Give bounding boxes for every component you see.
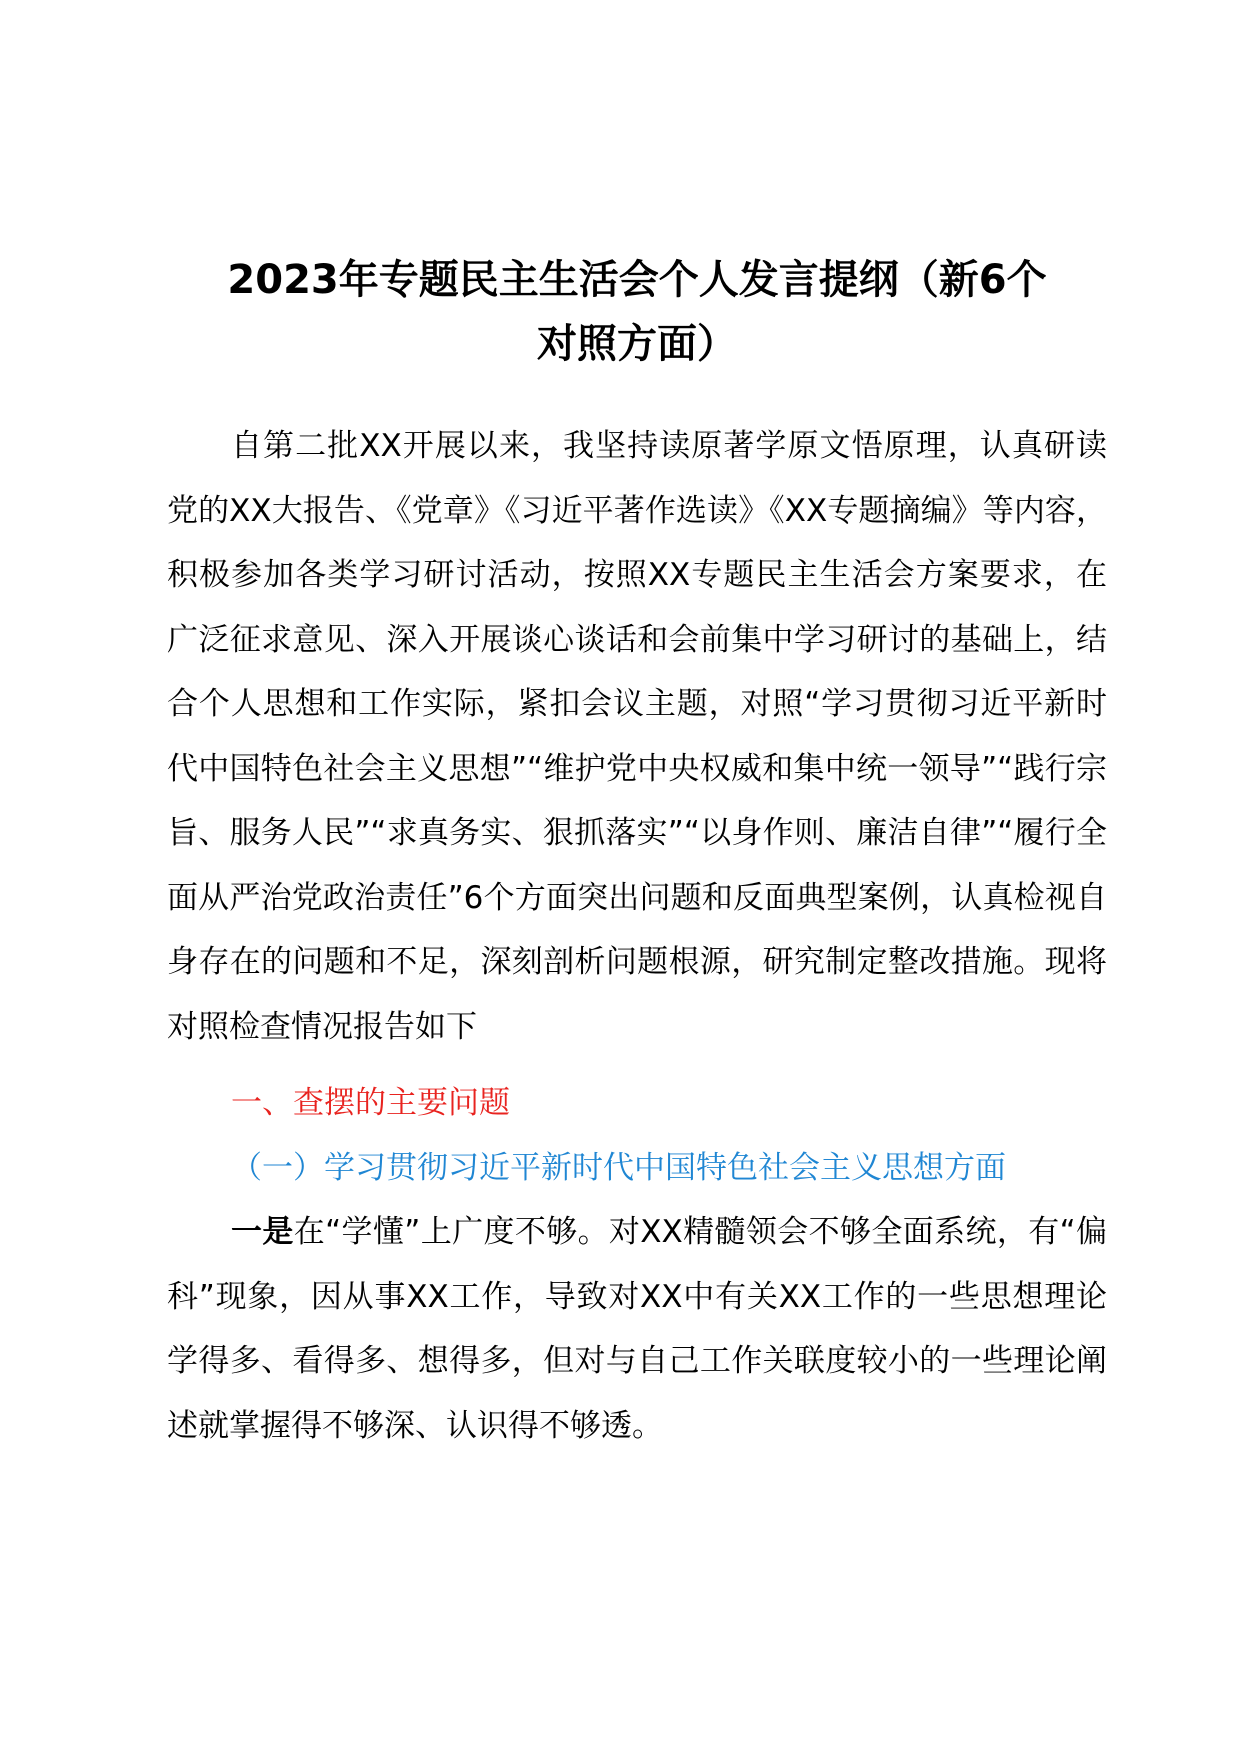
- title-line-2: 对照方面）: [537, 321, 737, 367]
- intro-paragraph: 自第二批XX开展以来，我坚持读原著学原文悟原理，认真研读党的XX大报告、《党章》《习近平著作选读》《XX专题摘编》等内容，积极参加各类学习研讨活动，按照XX专题民主生活会方案要求，在广泛征求意见、深入开展谈心谈话和会前集中学习研讨的基础上，结合个人思想和工作实际，紧扣会议主题，对照“学习贯彻习近平新时代中国特色社会主义思想”“维护党中央权威和集中统一领导”“践行宗旨、服务人民”“求真务实、狠抓落实”“以身作则、廉洁自律”“履行全面从严治党政治责任”6个方面突出问题和反面典型案例，认真检视自身存在的问题和不足，深刻剖析问题根源，研究制定整改措施。现将对照检查情况报告如下: [167, 428, 1107, 1045]
- title-line-1: 2023年专题民主生活会个人发言提纲（新6个: [227, 257, 1047, 303]
- document-page: [167, 248, 1107, 1458]
- point-paragraph-1: [167, 1200, 1107, 1458]
- section-heading-main-problems: 一、查摆的主要问题: [231, 1085, 510, 1121]
- point-text: 在“学懂”上广度不够。对XX精髓领会不够全面系统，有“偏科”现象，因从事XX工作，导致对XX中有关XX工作的一些思想理论学得多、看得多、想得多，但对与自己工作关联度较小的一些理论阐述就掌握得不够深、认识得不够透。: [167, 1214, 1108, 1444]
- subsection-heading-study-thought: （一）学习贯彻习近平新时代中国特色社会主义思想方面: [231, 1149, 1006, 1186]
- document-title: [167, 248, 1107, 376]
- point-lead-label: 一是: [231, 1214, 294, 1250]
